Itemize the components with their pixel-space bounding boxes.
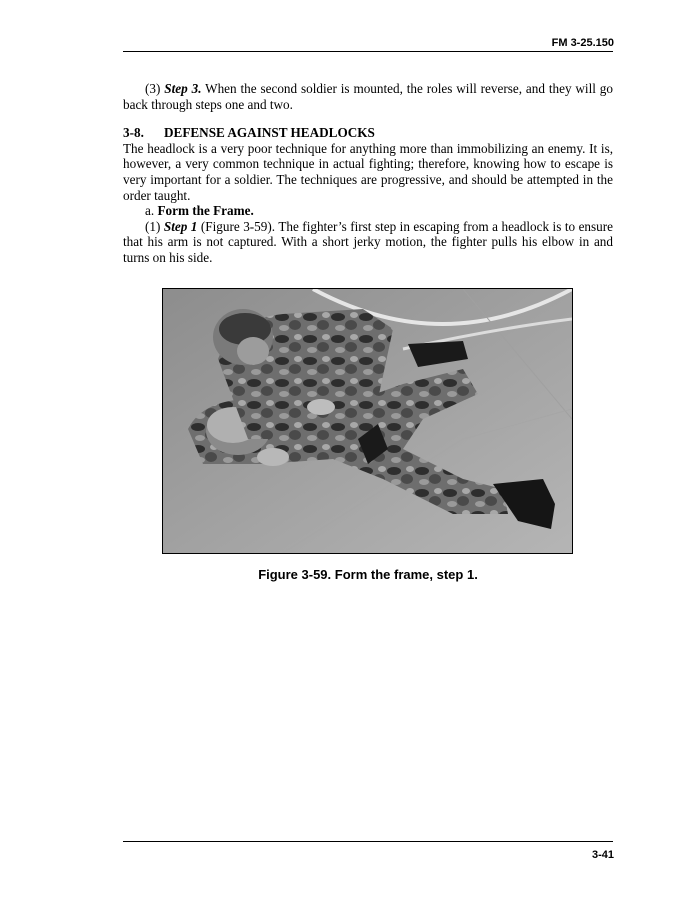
subsection-letter: a. (145, 203, 155, 219)
paragraph-number: (1) (145, 218, 161, 234)
footer-rule (123, 841, 613, 842)
paragraph-step-1 (123, 219, 613, 266)
paragraph-number: (3) (145, 81, 161, 96)
subsection-title: Form the Frame. (157, 203, 254, 219)
body-text-block (123, 81, 613, 266)
section-body: The headlock is a very poor technique for anything more than immobilizing an enemy. It is, however, a very common technique in actual fighting; therefore, knowing how to escape is very important for a soldier. The techniques are progressive, and should be attempted in the order taught. (123, 140, 613, 203)
figure-photo (162, 288, 573, 554)
paragraph-text: When the second soldier is mounted, the roles will reverse, and they will go back through steps one and two. (123, 81, 613, 112)
section-heading (123, 125, 613, 141)
paragraph-text: The fighter’s first step in escaping from a headlock is to ensure that his arm is not captured. With a short jerky motion, the fighter pulls his elbow in and turns on his side. (123, 218, 613, 265)
photo-illustration (163, 289, 572, 553)
step-label: Step 1 (163, 218, 198, 234)
figure-caption: Figure 3-59. Form the frame, step 1. (258, 567, 478, 582)
section-title: DEFENSE AGAINST HEADLOCKS (164, 125, 375, 141)
section-number: 3-8. (123, 125, 144, 141)
header-rule (123, 51, 613, 52)
paragraph-step-3 (123, 81, 613, 112)
document-code: FM 3-25.150 (551, 37, 614, 49)
step-label: Step 3. (164, 81, 202, 96)
figure-reference: (Figure 3-59). (200, 218, 276, 234)
page-number: 3-41 (591, 849, 614, 861)
subsection-heading (123, 203, 613, 219)
